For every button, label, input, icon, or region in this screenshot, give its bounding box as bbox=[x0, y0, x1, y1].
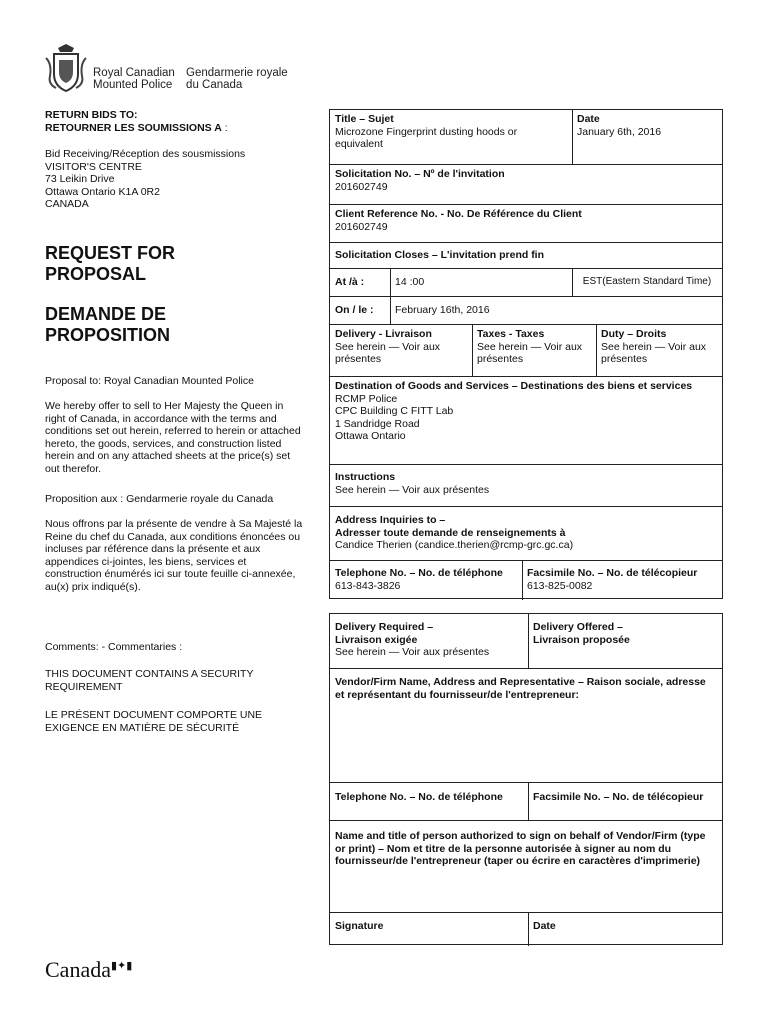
address-line: Bid Receiving/Réception des sousmissions bbox=[45, 148, 246, 160]
delivery-offered-label: Delivery Offered – bbox=[533, 621, 623, 633]
on-label: On / le : bbox=[335, 304, 374, 316]
security-notice-en: THIS DOCUMENT CONTAINS A SECURITY REQUIREMENT bbox=[45, 668, 254, 693]
canada-wordmark bbox=[45, 957, 132, 983]
signature-date-field[interactable] bbox=[528, 913, 722, 946]
closing-date-value: February 16th, 2016 bbox=[395, 304, 490, 316]
offer-text-fr: Nous offrons par la présente de vendre à Sa Majesté la Reine du chef du Canada, aux conditions énoncées ou incluses par référence dans la présente et aux appendices ci-jointes, les biens, services et construction énumérés ici sur toute feuille ci-annexée, au(x) prix indiqué(s). bbox=[45, 518, 303, 593]
closes-row bbox=[330, 242, 722, 268]
title-date-row bbox=[330, 110, 722, 164]
title-label: Title – Sujet bbox=[335, 113, 394, 125]
date-value: January 6th, 2016 bbox=[577, 125, 662, 138]
canada-wordmark-text: Canada bbox=[45, 957, 111, 982]
rcmp-crest-icon bbox=[44, 44, 88, 92]
agency-fr-line1: Gendarmerie royale bbox=[186, 67, 288, 79]
at-label: At /à : bbox=[335, 276, 365, 288]
rfp-fr-line2: PROPOSITION bbox=[45, 325, 171, 345]
delivery-required-label-fr: Livraison exigée bbox=[335, 633, 418, 646]
instructions-label: Instructions bbox=[335, 471, 396, 483]
phone-fax-row bbox=[330, 560, 722, 600]
destination-line: CPC Building C FITT Lab bbox=[335, 405, 454, 418]
proposition-fr: Proposition aux : Gendarmerie royale du Canada bbox=[45, 493, 274, 505]
instructions-row bbox=[330, 464, 722, 506]
vendor-phone-label: Telephone No. – No. de téléphone bbox=[335, 791, 503, 803]
taxes-value: See herein — Voir aux présentes bbox=[477, 340, 583, 366]
inquiries-label-1: Address Inquiries to – bbox=[335, 514, 446, 526]
proposal-to: Proposal to: Royal Canadian Mounted Police bbox=[45, 375, 254, 387]
rfp-title-en bbox=[45, 243, 305, 285]
fax-label: Facsimile No. – No. de télécopieur bbox=[527, 567, 698, 579]
closing-time-row bbox=[330, 268, 722, 296]
authorized-person-field[interactable] bbox=[330, 820, 722, 912]
signature-field[interactable] bbox=[330, 913, 528, 946]
vendor-fax-field[interactable] bbox=[528, 783, 722, 820]
agency-en-line2: Mounted Police bbox=[93, 79, 173, 91]
agency-en-line1: Royal Canadian bbox=[93, 67, 175, 79]
fax-value: 613-825-0082 bbox=[527, 579, 593, 592]
title-value: Microzone Fingerprint dusting hoods or equivalent bbox=[335, 125, 518, 151]
vendor-form bbox=[329, 613, 723, 945]
rfp-title-fr bbox=[45, 304, 305, 346]
delivery-label: Delivery - Livraison bbox=[335, 328, 432, 340]
address-line: CANADA bbox=[45, 198, 89, 211]
inquiries-row bbox=[330, 506, 722, 560]
duty-label: Duty – Droits bbox=[601, 328, 667, 340]
client-ref-row bbox=[330, 204, 722, 242]
rfp-en-line2: PROPOSAL bbox=[45, 264, 147, 284]
client-ref-label: Client Reference No. - No. De Référence du Client bbox=[335, 208, 582, 220]
solicitation-value: 201602749 bbox=[335, 180, 388, 193]
inquiries-label-2: Adresser toute demande de renseignements à bbox=[335, 526, 566, 539]
closing-time-value: 14 :00 bbox=[395, 276, 425, 288]
address-line: Ottawa Ontario K1A 0R2 bbox=[45, 185, 160, 198]
duty-value: See herein — Voir aux présentes bbox=[601, 340, 707, 366]
authorized-person-label: Name and title of person authorized to sign on behalf of Vendor/Firm (type or print) – Nom et titre de la personne autorisée à signer au nom du fournisseur/de l'entrepreneur (taper ou écrire en caractères d'imprimerie) bbox=[335, 830, 706, 868]
comments-label: Comments: - Commentaries : bbox=[45, 641, 183, 653]
delivery-offered-label-fr: Livraison proposée bbox=[533, 633, 630, 646]
inquiries-contact: Candice Therien (candice.therien@rcmp-grc.gc.ca) bbox=[335, 539, 574, 552]
destination-label: Destination of Goods and Services – Destinations des biens et services bbox=[335, 380, 693, 392]
delivery-offered-field[interactable] bbox=[528, 614, 722, 668]
signature-date-label: Date bbox=[533, 920, 556, 932]
vendor-phone-field[interactable] bbox=[330, 783, 528, 820]
destination-line: 1 Sandridge Road bbox=[335, 417, 420, 430]
solicitation-form bbox=[329, 109, 723, 599]
signature-row bbox=[330, 912, 722, 946]
destination-line: RCMP Police bbox=[335, 392, 398, 405]
phone-label: Telephone No. – No. de téléphone bbox=[335, 567, 503, 579]
destination-row bbox=[330, 376, 722, 464]
agency-name bbox=[93, 67, 296, 91]
return-bids-en: RETURN BIDS TO: bbox=[45, 109, 138, 121]
agency-fr-line2: du Canada bbox=[186, 79, 243, 91]
flag-icon: ▮✦▮ bbox=[110, 960, 133, 972]
solicitation-no-row bbox=[330, 164, 722, 204]
vendor-name-label: Vendor/Firm Name, Address and Representative – Raison sociale, adresse et représentant du fournisseur/de l'entrepreneur: bbox=[335, 676, 706, 701]
solicitation-label: Solicitation No. – Nº de l'invitation bbox=[335, 168, 505, 180]
phone-value: 613-843-3826 bbox=[335, 579, 401, 592]
delivery-value: See herein — Voir aux présentes bbox=[335, 340, 441, 366]
timezone-value: EST(Eastern Standard Time) bbox=[582, 276, 712, 287]
vendor-phone-fax-row bbox=[330, 782, 722, 820]
delivery-taxes-duty-row bbox=[330, 324, 722, 376]
rfp-fr-line1: DEMANDE DE bbox=[45, 304, 167, 324]
taxes-label: Taxes - Taxes bbox=[477, 328, 545, 340]
address-line: VISITOR'S CENTRE bbox=[45, 160, 142, 173]
rfp-en-line1: REQUEST FOR bbox=[45, 243, 176, 263]
closes-label: Solicitation Closes – L'invitation prend fin bbox=[335, 249, 545, 261]
return-bids: RETURN BIDS TO: RETOURNER LES SOUMISSIONS A : bbox=[45, 109, 305, 134]
client-ref-value: 201602749 bbox=[335, 220, 388, 233]
signature-label: Signature bbox=[335, 920, 384, 932]
security-notice-fr: LE PRÉSENT DOCUMENT COMPORTE UNE EXIGENCE EN MATIÈRE DE SÉCURITÉ bbox=[45, 709, 263, 734]
delivery-required-row bbox=[330, 614, 722, 668]
return-address bbox=[45, 148, 305, 211]
vendor-fax-label: Facsimile No. – No. de télécopieur bbox=[533, 791, 704, 803]
destination-line: Ottawa Ontario bbox=[335, 430, 406, 443]
closing-date-row bbox=[330, 296, 722, 324]
vendor-name-field[interactable] bbox=[330, 668, 722, 782]
address-line: 73 Leikin Drive bbox=[45, 173, 115, 186]
offer-text-en: We hereby offer to sell to Her Majesty the Queen in right of Canada, in accordance with the terms and conditions set out herein, referred to herein or attached hereto, the goods, services, and construction listed herein and on any attached sheets at the price(s) set out therefor. bbox=[45, 400, 301, 475]
delivery-required-label: Delivery Required – bbox=[335, 621, 434, 633]
delivery-required-value: See herein — Voir aux présentes bbox=[335, 646, 490, 659]
instructions-value: See herein — Voir aux présentes bbox=[335, 483, 490, 496]
date-label: Date bbox=[577, 113, 600, 125]
